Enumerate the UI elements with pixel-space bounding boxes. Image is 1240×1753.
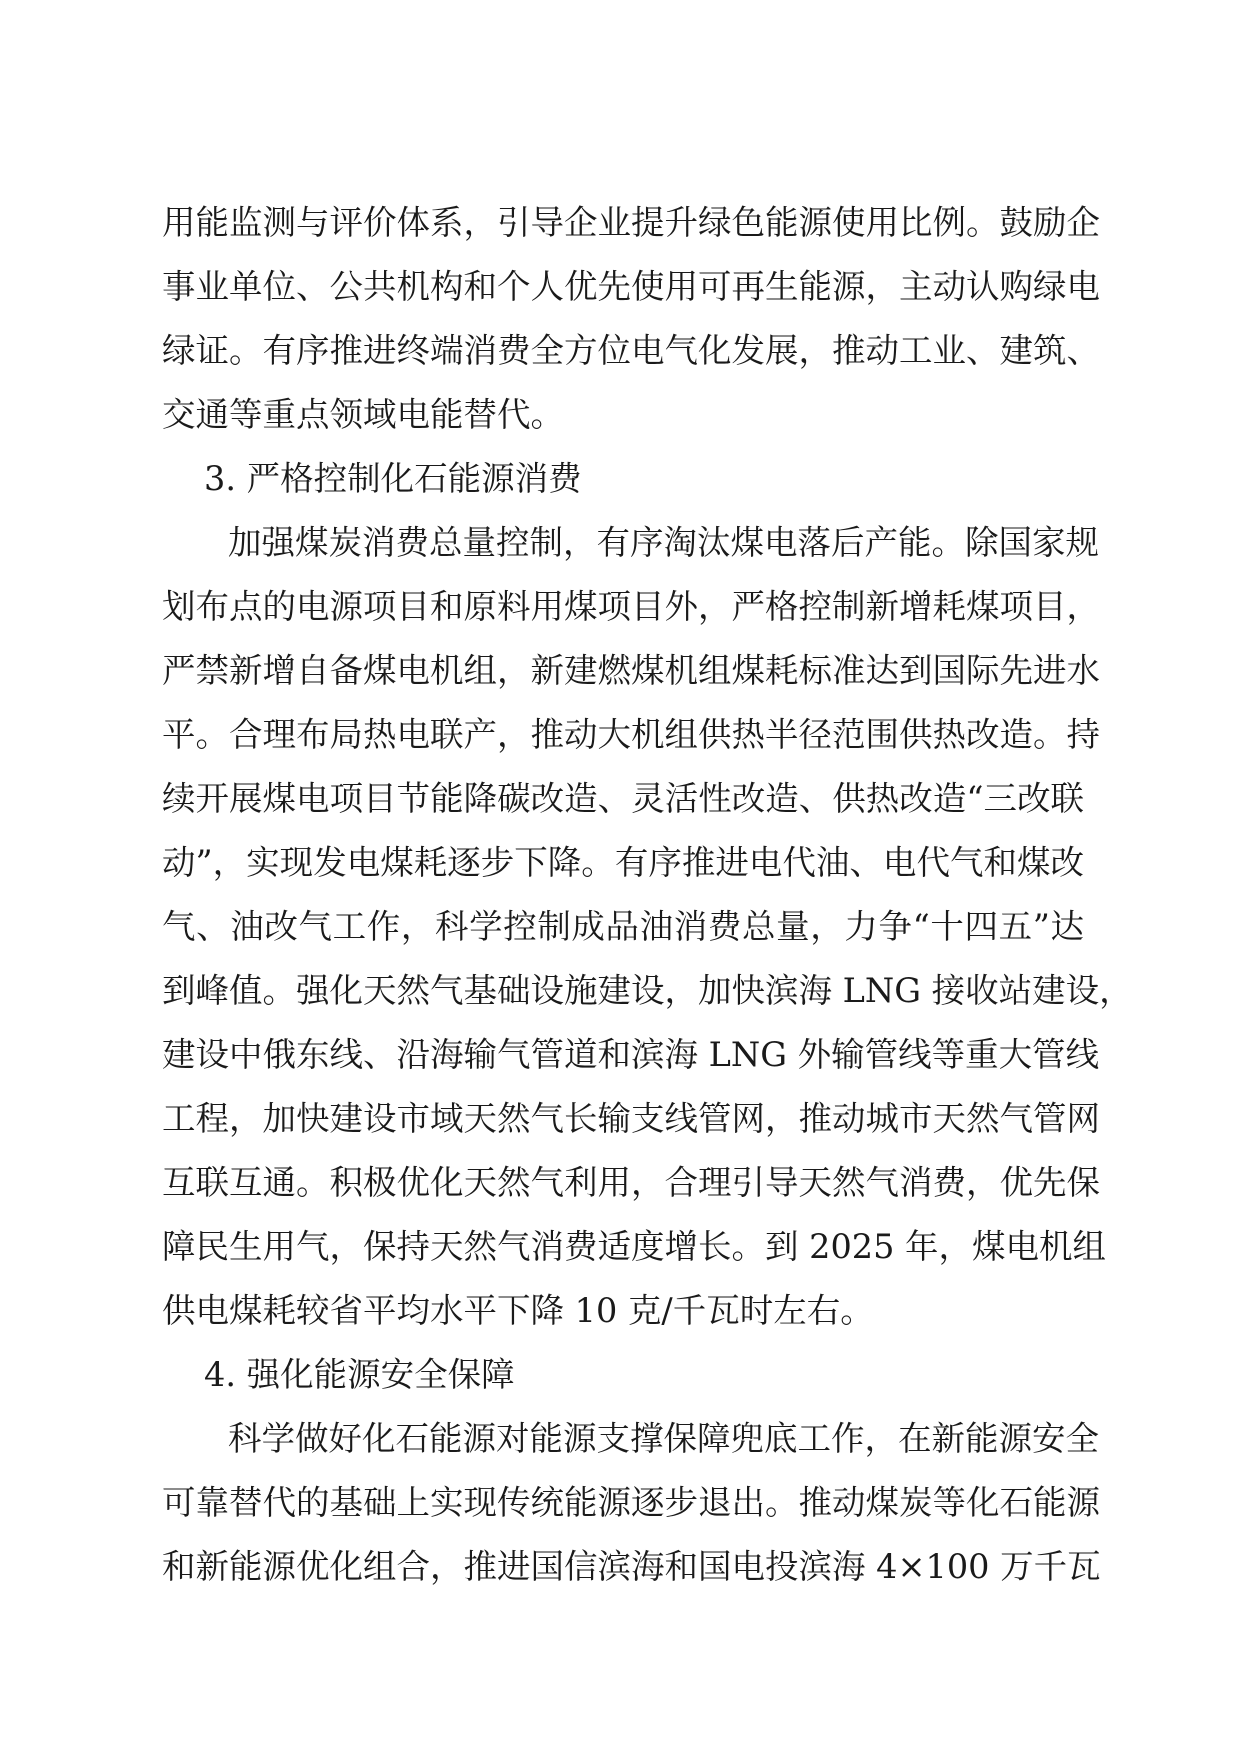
paragraph-line: 严禁新增自备煤电机组，新建燃煤机组煤耗标准达到国际先进水: [162, 651, 1100, 690]
paragraph-line: 建设中俄东线、沿海输气管道和滨海 LNG 外输管线等重大管线: [162, 1035, 1100, 1074]
paragraph-line: 气、油改气工作，科学控制成品油消费总量，力争“十四五”达: [162, 907, 1084, 946]
paragraph-line: 可靠替代的基础上实现传统能源逐步退出。推动煤炭等化石能源: [162, 1483, 1100, 1522]
section-heading-4: 4. 强化能源安全保障: [204, 1355, 515, 1394]
paragraph-line: 和新能源优化组合，推进国信滨海和国电投滨海 4×100 万千瓦: [162, 1547, 1101, 1586]
paragraph-line: 事业单位、公共机构和个人优先使用可再生能源，主动认购绿电: [162, 267, 1100, 306]
section-heading-3: 3. 严格控制化石能源消费: [204, 459, 582, 498]
paragraph-line: 平。合理布局热电联产，推动大机组供热半径范围供热改造。持: [162, 715, 1100, 754]
paragraph-line: 绿证。有序推进终端消费全方位电气化发展，推动工业、建筑、: [162, 331, 1100, 370]
paragraph-line: 加强煤炭消费总量控制，有序淘汰煤电落后产能。除国家规: [228, 523, 1099, 562]
paragraph-line: 用能监测与评价体系，引导企业提升绿色能源使用比例。鼓励企: [162, 203, 1100, 242]
paragraph-line: 障民生用气，保持天然气消费适度增长。到 2025 年，煤电机组: [162, 1227, 1107, 1266]
paragraph-line: 续开展煤电项目节能降碳改造、灵活性改造、供热改造“三改联: [162, 779, 1084, 818]
paragraph-line: 划布点的电源项目和原料用煤项目外，严格控制新增耗煤项目，: [162, 587, 1100, 626]
paragraph-line: 到峰值。强化天然气基础设施建设，加快滨海 LNG 接收站建设，: [162, 971, 1133, 1010]
paragraph-line: 工程，加快建设市域天然气长输支线管网，推动城市天然气管网: [162, 1099, 1100, 1138]
paragraph-line: 互联互通。积极优化天然气利用，合理引导天然气消费，优先保: [162, 1163, 1100, 1202]
paragraph-line: 供电煤耗较省平均水平下降 10 克/千瓦时左右。: [162, 1291, 874, 1330]
paragraph-line: 科学做好化石能源对能源支撑保障兜底工作，在新能源安全: [228, 1419, 1099, 1458]
paragraph-line: 交通等重点领域电能替代。: [162, 395, 564, 434]
paragraph-line: 动”，实现发电煤耗逐步下降。有序推进电代油、电代气和煤改: [162, 843, 1084, 882]
